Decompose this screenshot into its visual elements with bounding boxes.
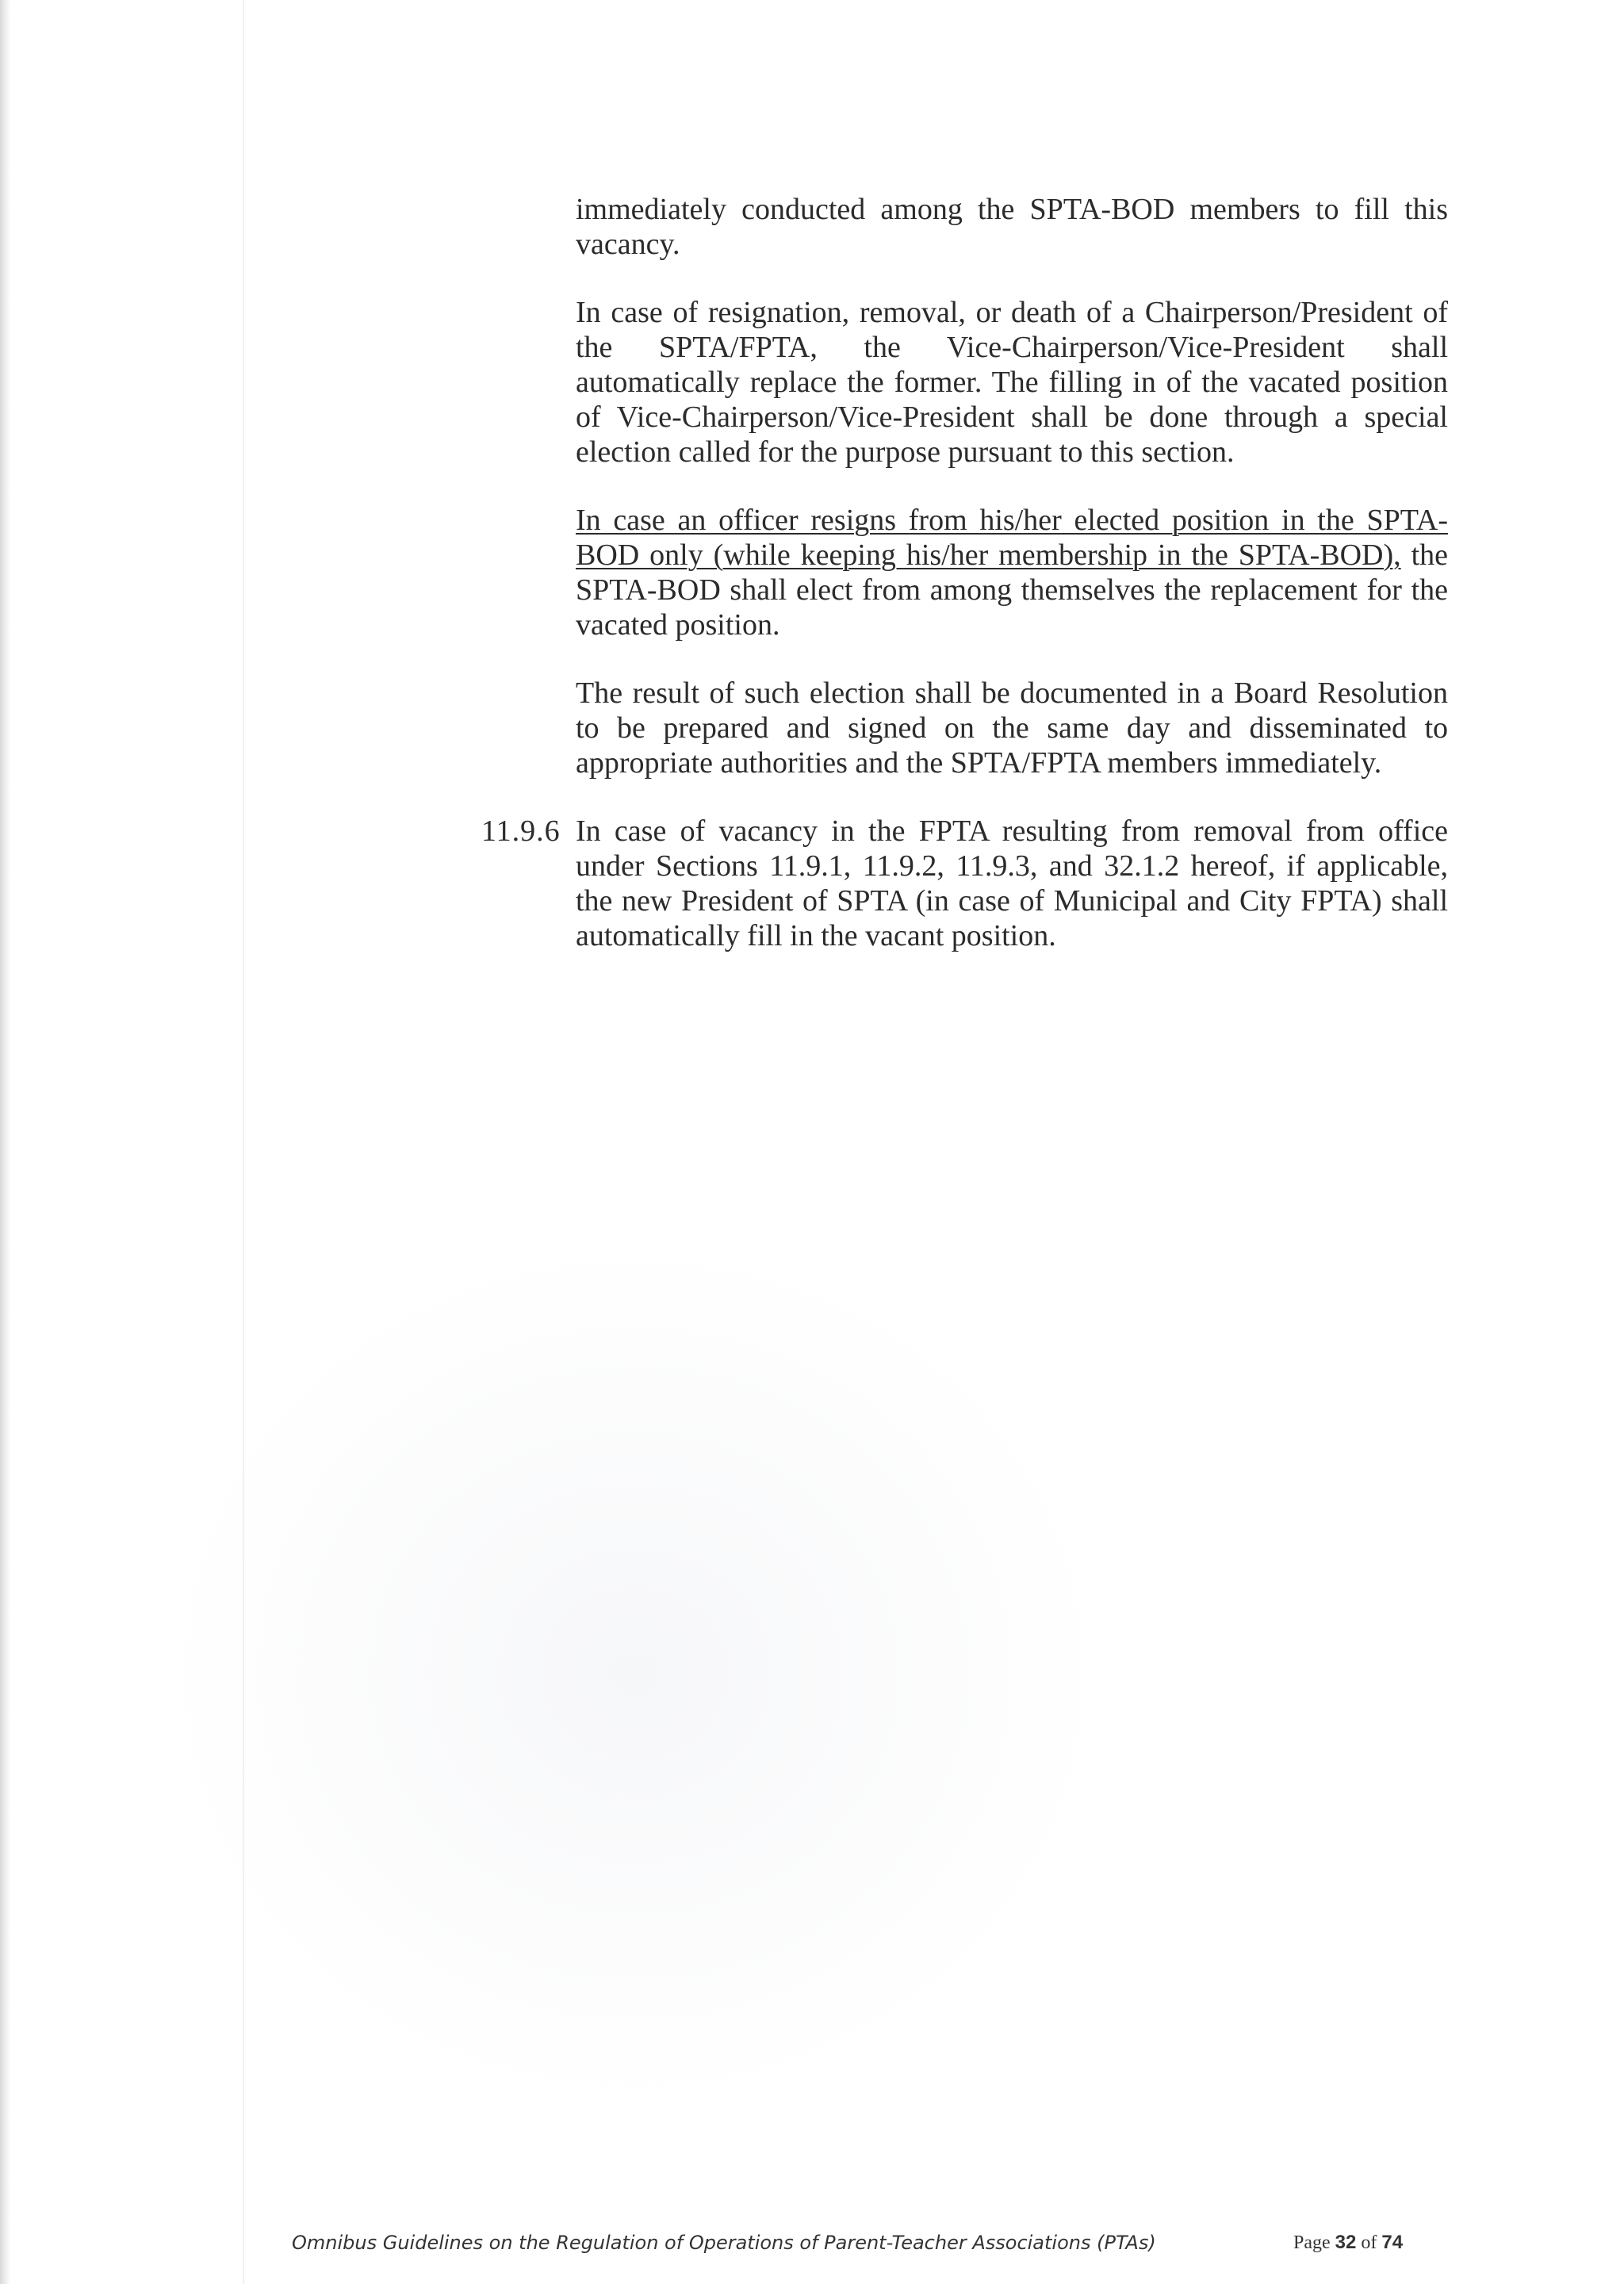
footer-document-title: Omnibus Guidelines on the Regulation of Operations of Parent-Teacher Associations (PTAs): [292, 2232, 1156, 2254]
page-word: Page: [1293, 2232, 1335, 2253]
current-page: 32: [1335, 2232, 1357, 2253]
total-pages: 74: [1381, 2232, 1404, 2253]
section-number: 11.9.6: [481, 814, 561, 848]
show-through-shadow: [159, 1237, 1110, 2110]
section-11-9-6: [481, 814, 1448, 953]
page-of: of: [1356, 2232, 1382, 2253]
section-text: In case of vacancy in the FPTA resulting from removal from office under Sections 11.9.1, 11.9.2, 11.9.3, and 32.1.2 hereof, if applicable, the new President of SPTA (in case of Municipal and City FPTA) shall automatically fill in the vacant position.: [576, 814, 1448, 952]
document-body: [481, 192, 1448, 987]
scan-page-edge: [0, 0, 11, 2284]
paragraph-officer-resignation-rest: the SPTA-BOD shall elect from among themselves the replacement for the vacated position.: [576, 538, 1448, 642]
paragraph-officer-resignation: [576, 503, 1448, 642]
paragraph-board-resolution: The result of such election shall be documented in a Board Resolution to be prepared and signed on the same day and disseminated to appropriate authorities and the SPTA/FPTA members immediately.: [576, 676, 1448, 780]
footer-page-number: [1293, 2232, 1403, 2254]
paragraph-vacancy-election: immediately conducted among the SPTA-BOD members to fill this vacancy.: [576, 193, 1448, 261]
underlined-amendment-text: In case an officer resigns from his/her elected position in the SPTA-BOD only (while keeping his/her membership in the SPTA-BOD),: [576, 504, 1448, 572]
paragraph-chairperson-replacement: In case of resignation, removal, or death of a Chairperson/President of the SPTA/FPTA, the Vice-Chairperson/Vice-President shall automatically replace the former. The filling in of the vacated position of Vice-Chairperson/Vice-President shall be done through a special election called for the purpose pursuant to this section.: [576, 296, 1448, 469]
